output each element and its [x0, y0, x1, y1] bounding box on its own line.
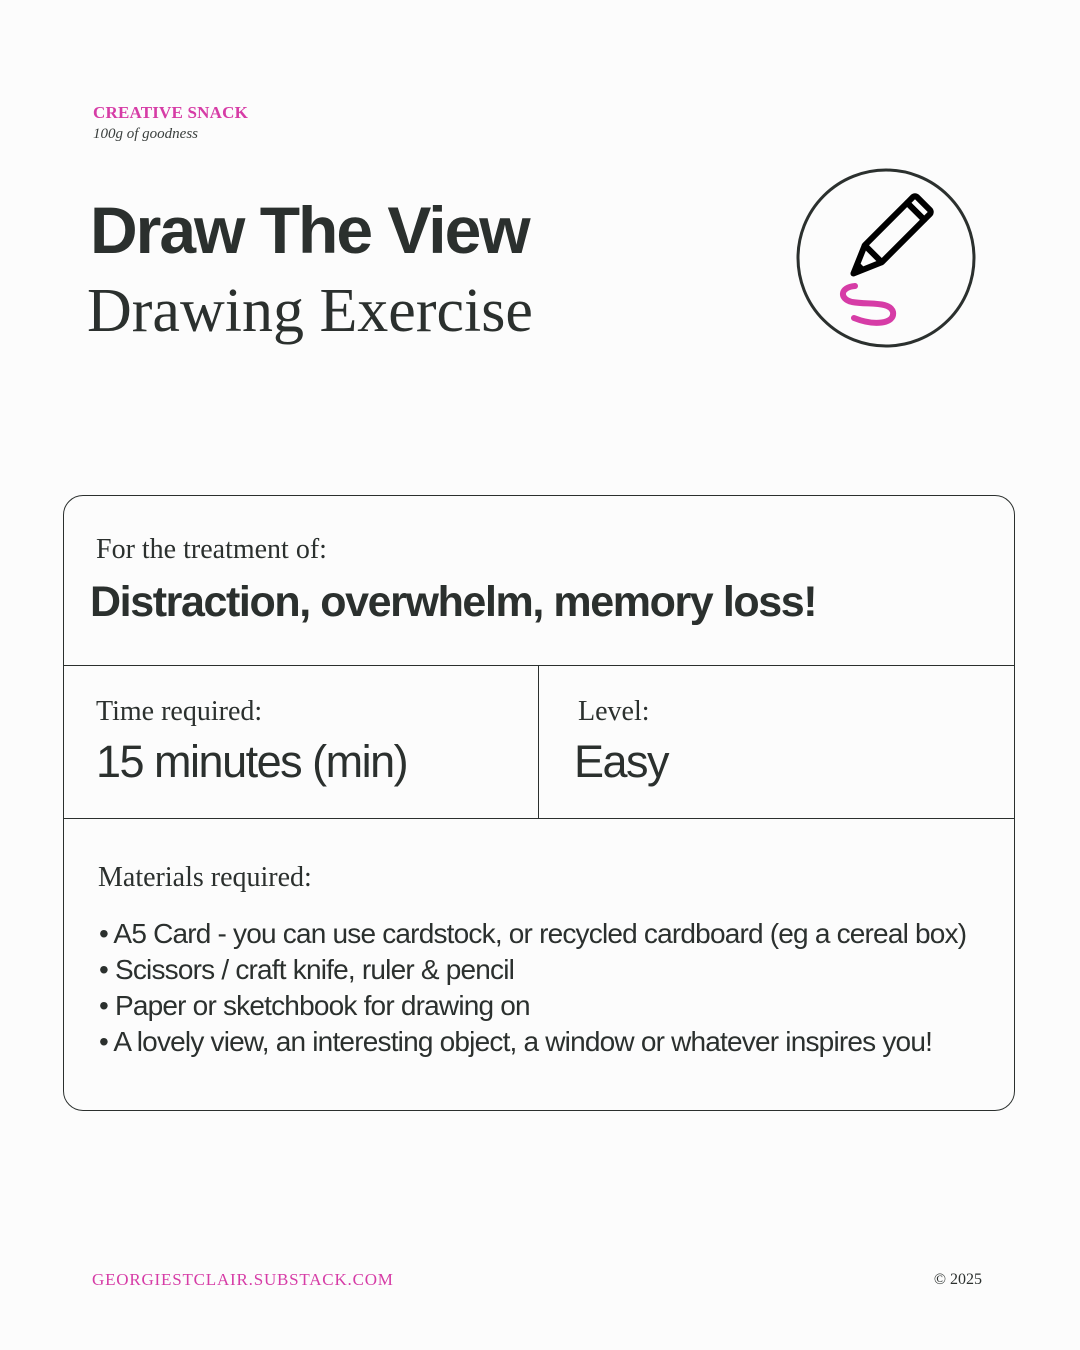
- time-value: 15 minutes (min): [96, 736, 408, 787]
- treatment-section: [64, 496, 1014, 666]
- materials-list: [99, 916, 999, 1060]
- materials-label: Materials required:: [98, 862, 312, 893]
- list-item: • Scissors / craft knife, ruler & pencil: [99, 954, 515, 985]
- page-subtitle: Drawing Exercise: [87, 277, 533, 345]
- treatment-value: Distraction, overwhelm, memory loss!: [90, 578, 817, 626]
- brand-block: [93, 102, 248, 144]
- list-item: • A5 Card - you can use cardstock, or recycled cardboard (eg a cereal box): [99, 918, 967, 949]
- treatment-label: For the treatment of:: [96, 534, 327, 565]
- exercise-card: [63, 495, 1015, 1111]
- divider: [538, 666, 539, 818]
- level-value: Easy: [574, 736, 669, 787]
- page-title: Draw The View: [90, 193, 529, 267]
- list-item: • Paper or sketchbook for drawing on: [99, 990, 530, 1021]
- time-label: Time required:: [96, 696, 263, 727]
- materials-section: [64, 819, 1014, 1111]
- footer-site-link[interactable]: GEORGIESTCLAIR.SUBSTACK.COM: [92, 1270, 394, 1289]
- list-item: • A lovely view, an interesting object, a window or whatever inspires you!: [99, 1026, 933, 1057]
- time-level-section: [64, 666, 1014, 819]
- brand-tagline: 100g of goodness: [93, 126, 198, 142]
- pencil-scribble-icon: [796, 168, 976, 348]
- level-label: Level:: [578, 696, 650, 727]
- footer-copyright: © 2025: [933, 1271, 982, 1288]
- brand-name: CREATIVE SNACK: [93, 103, 249, 122]
